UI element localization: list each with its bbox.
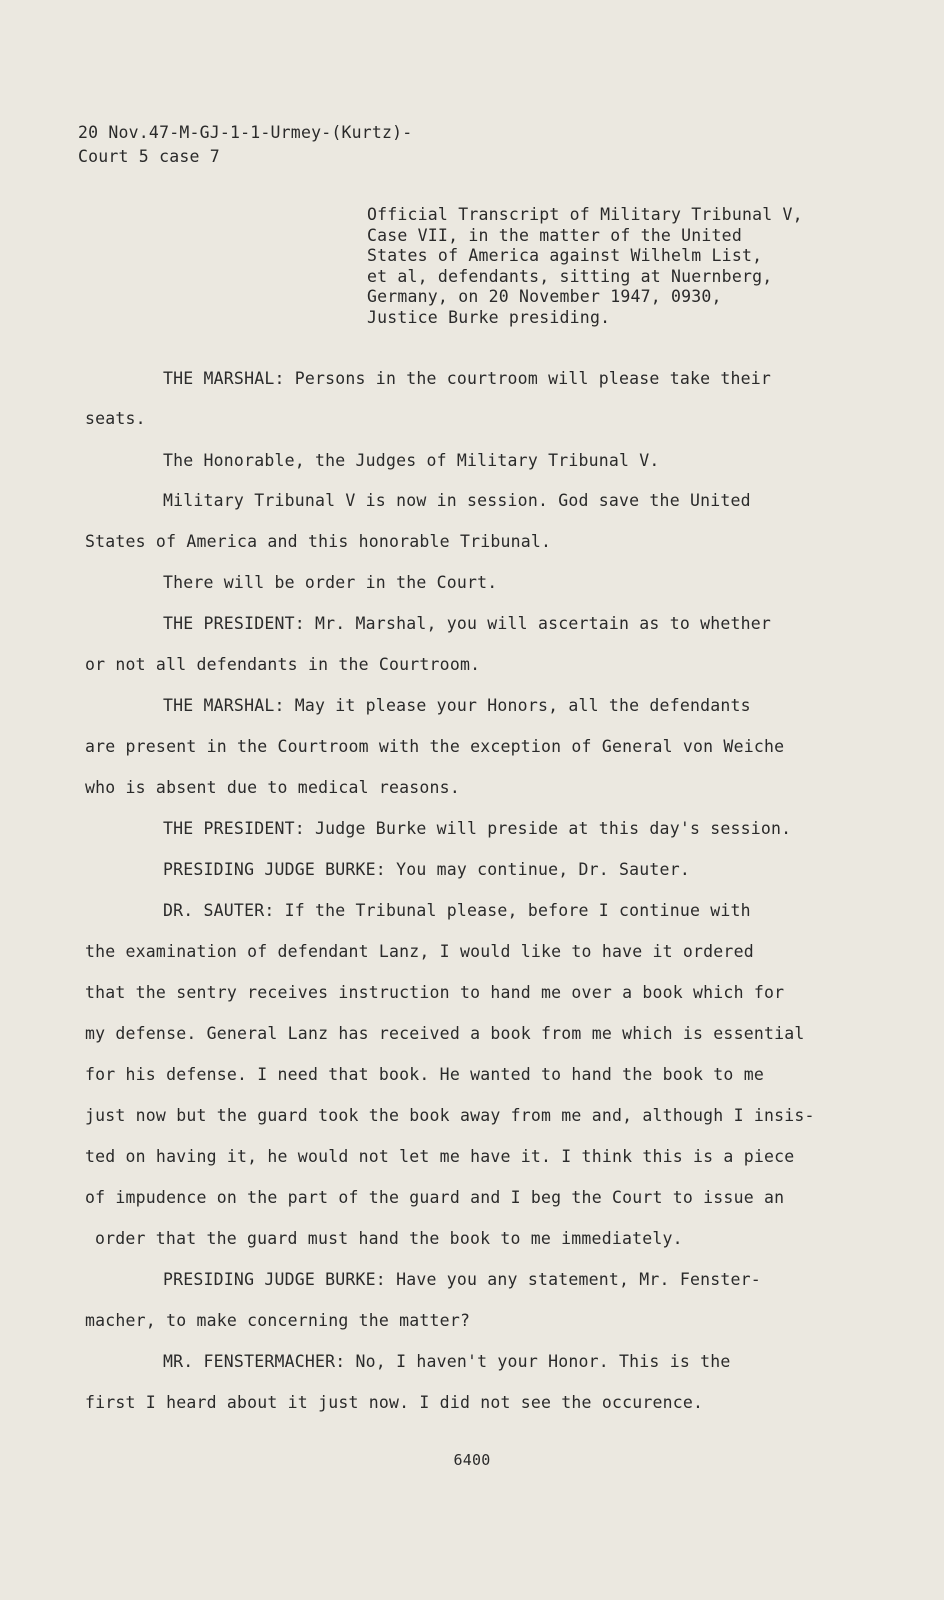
court-case-line: Court 5 case 7 (78, 147, 220, 166)
body-line: for his defense. I need that book. He wanted to hand the book to me (85, 1065, 764, 1084)
body-line: The Honorable, the Judges of Military Tribunal V. (163, 451, 660, 470)
body-line: States of America and this honorable Tribunal. (85, 532, 552, 551)
caption-line: Official Transcript of Military Tribunal V, (367, 205, 803, 224)
body-line: Military Tribunal V is now in session. God save the United (163, 491, 751, 510)
body-line: MR. FENSTERMACHER: No, I haven't your Honor. This is the (163, 1352, 731, 1371)
body-line: the examination of defendant Lanz, I would like to have it ordered (85, 942, 754, 961)
body-line: THE PRESIDENT: Mr. Marshal, you will ascertain as to whether (163, 614, 772, 633)
caption-line: Germany, on 20 November 1947, 0930, (367, 287, 722, 306)
body-line: order that the guard must hand the book to me immediately. (95, 1229, 683, 1248)
body-line: seats. (85, 409, 146, 428)
body-line: PRESIDING JUDGE BURKE: You may continue, Dr. Sauter. (163, 860, 690, 879)
body-line: PRESIDING JUDGE BURKE: Have you any statement, Mr. Fenster- (163, 1270, 761, 1289)
caption-line: et al, defendants, sitting at Nuernberg, (367, 266, 773, 286)
page-number: 6400 (453, 1451, 491, 1469)
body-line: DR. SAUTER: If the Tribunal please, before I continue with (163, 901, 751, 920)
transcript-caption (367, 205, 837, 328)
body-line: There will be order in the Court. (163, 573, 498, 592)
body-line: who is absent due to medical reasons. (85, 778, 460, 797)
body-line: of impudence on the part of the guard and I beg the Court to issue an (85, 1188, 785, 1207)
body-line: that the sentry receives instruction to hand me over a book which for (85, 983, 785, 1002)
body-line: or not all defendants in the Courtroom. (85, 655, 481, 674)
body-line: THE MARSHAL: Persons in the courtroom will please take their (163, 369, 772, 388)
body-line: my defense. General Lanz has received a book from me which is essential (85, 1024, 805, 1043)
body-line: just now but the guard took the book away from me and, although I insis- (85, 1106, 815, 1125)
caption-line: Justice Burke presiding. (367, 307, 611, 327)
body-line: THE MARSHAL: May it please your Honors, all the defendants (163, 696, 751, 715)
caption-line: States of America against Wilhelm List, (367, 246, 763, 265)
body-line: THE PRESIDENT: Judge Burke will preside at this day's session. (163, 819, 792, 838)
body-line: are present in the Courtroom with the exception of General von Weiche (85, 737, 785, 756)
body-line: macher, to make concerning the matter? (85, 1311, 471, 1330)
body-line: first I heard about it just now. I did not see the occurence. (85, 1393, 704, 1412)
caption-line: Case VII, in the matter of the United (367, 225, 742, 245)
document-reference: 20 Nov.47-M-GJ-1-1-Urmey-(Kurtz)- (78, 123, 413, 142)
body-line: ted on having it, he would not let me have it. I think this is a piece (85, 1147, 795, 1166)
